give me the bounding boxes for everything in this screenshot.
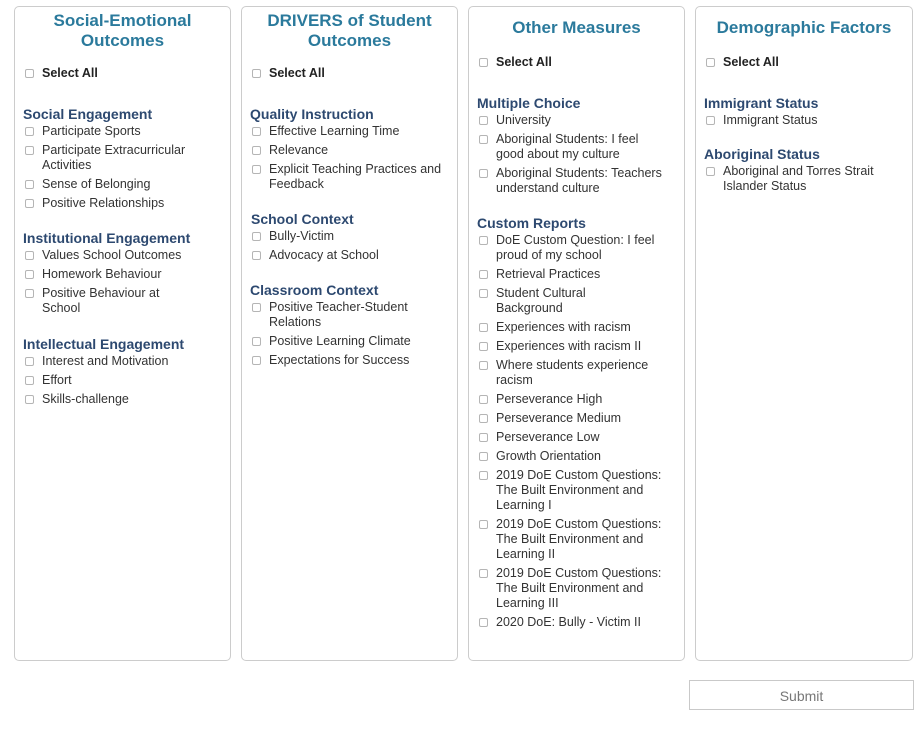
option-checkbox[interactable]: [25, 270, 34, 279]
select-all-label[interactable]: Select All: [42, 66, 98, 80]
option-label[interactable]: Experiences with racism: [496, 320, 631, 334]
option-label[interactable]: Aboriginal and Torres Strait Islander Status: [723, 164, 874, 193]
panel-other-measures: [468, 6, 685, 661]
option-label[interactable]: Perseverance High: [496, 392, 603, 406]
option-checkbox[interactable]: [479, 471, 488, 480]
panel-drivers-of-student-outcomes: [241, 6, 458, 661]
option-label[interactable]: Perseverance Medium: [496, 411, 622, 425]
select-all-row[interactable]: [479, 55, 684, 70]
section-title: Social Engagement: [23, 106, 153, 122]
option-item[interactable]: [479, 392, 671, 407]
option-item[interactable]: [25, 143, 205, 173]
option-checkbox[interactable]: [479, 569, 488, 578]
submit-button[interactable]: Submit: [689, 680, 914, 710]
select-all-row[interactable]: [25, 66, 230, 81]
option-checkbox[interactable]: [479, 169, 488, 178]
option-list: [25, 248, 230, 316]
option-checkbox[interactable]: [25, 127, 34, 136]
section-title: Aboriginal Status: [704, 146, 820, 162]
option-item[interactable]: [252, 124, 447, 139]
option-label[interactable]: Experiences with racism II: [496, 339, 642, 353]
section-title: Classroom Context: [250, 282, 379, 298]
option-label[interactable]: Expectations for Success: [269, 353, 410, 367]
option-label[interactable]: Participate Extracurricular Activities: [42, 143, 186, 172]
option-label[interactable]: Growth Orientation: [496, 449, 601, 463]
option-label[interactable]: Sense of Belonging: [42, 177, 151, 191]
section-title: Quality Instruction: [250, 106, 374, 122]
select-all-label[interactable]: Select All: [269, 66, 325, 80]
option-item[interactable]: [479, 132, 669, 162]
select-all-label[interactable]: Select All: [723, 55, 779, 69]
select-all-label[interactable]: Select All: [496, 55, 552, 69]
option-item[interactable]: [479, 286, 599, 316]
option-label[interactable]: Advocacy at School: [269, 248, 379, 262]
option-list: [25, 124, 230, 211]
option-checkbox[interactable]: [25, 251, 34, 260]
option-checkbox[interactable]: [479, 135, 488, 144]
option-label[interactable]: DoE Custom Question: I feel proud of my school: [496, 233, 655, 262]
option-item[interactable]: [479, 517, 673, 562]
select-all-checkbox[interactable]: [479, 58, 488, 67]
option-label[interactable]: Aboriginal Students: I feel good about my culture: [496, 132, 639, 161]
option-label[interactable]: Values School Outcomes: [42, 248, 182, 262]
option-label[interactable]: Aboriginal Students: Teachers understand culture: [496, 166, 662, 195]
option-list: [479, 233, 684, 630]
option-list: [252, 229, 457, 263]
option-label[interactable]: Positive Relationships: [42, 196, 165, 210]
option-list: [252, 124, 457, 192]
option-checkbox[interactable]: [252, 127, 261, 136]
option-checkbox[interactable]: [25, 146, 34, 155]
option-label[interactable]: 2020 DoE: Bully - Victim II: [496, 615, 641, 629]
option-label[interactable]: Relevance: [269, 143, 329, 157]
option-checkbox[interactable]: [706, 116, 715, 125]
option-label[interactable]: 2019 DoE Custom Questions: The Built Environment and Learning I: [496, 468, 662, 512]
option-list: [706, 164, 912, 194]
option-item[interactable]: [25, 248, 185, 263]
option-checkbox[interactable]: [479, 342, 488, 351]
option-checkbox[interactable]: [479, 414, 488, 423]
panel-title: [15, 7, 230, 51]
option-checkbox[interactable]: [479, 270, 488, 279]
option-list: [25, 354, 230, 407]
option-checkbox[interactable]: [479, 452, 488, 461]
option-checkbox[interactable]: [25, 376, 34, 385]
option-item[interactable]: [706, 113, 901, 128]
option-item[interactable]: [479, 233, 671, 263]
option-label[interactable]: Positive Teacher-Student Relations: [269, 300, 408, 329]
panel-title: [242, 7, 457, 51]
option-label[interactable]: Skills-challenge: [42, 392, 129, 406]
panel-title-line: Demographic Factors: [716, 18, 892, 37]
option-label[interactable]: Immigrant Status: [723, 113, 818, 127]
option-label[interactable]: 2019 DoE Custom Questions: The Built Environment and Learning III: [496, 566, 662, 610]
option-item[interactable]: [479, 267, 671, 282]
option-item[interactable]: [252, 334, 447, 349]
option-checkbox[interactable]: [479, 433, 488, 442]
option-item[interactable]: [706, 164, 901, 194]
section-title: Custom Reports: [477, 215, 586, 231]
option-item[interactable]: [479, 468, 673, 513]
option-item[interactable]: [252, 143, 447, 158]
option-item[interactable]: [252, 353, 447, 368]
panel-title: [696, 7, 912, 38]
panel-demographic-factors: [695, 6, 913, 661]
option-item[interactable]: [479, 411, 671, 426]
select-all-row[interactable]: [252, 66, 457, 81]
option-list: [252, 300, 457, 368]
option-item[interactable]: [25, 124, 205, 139]
panel-title-line: DRIVERS of Student: [267, 11, 432, 30]
option-label[interactable]: Homework Behaviour: [42, 267, 162, 281]
option-item[interactable]: [252, 248, 447, 263]
option-label[interactable]: Where students experience racism: [496, 358, 649, 387]
option-label[interactable]: Positive Behaviour at School: [42, 286, 160, 315]
option-item[interactable]: [25, 354, 205, 369]
option-checkbox[interactable]: [252, 303, 261, 312]
option-label[interactable]: Participate Sports: [42, 124, 141, 138]
option-label[interactable]: 2019 DoE Custom Questions: The Built Environment and Learning II: [496, 517, 662, 561]
option-checkbox[interactable]: [479, 289, 488, 298]
option-item[interactable]: [252, 229, 447, 244]
option-label[interactable]: Bully-Victim: [269, 229, 335, 243]
option-checkbox[interactable]: [25, 357, 34, 366]
option-item[interactable]: [25, 392, 205, 407]
option-checkbox[interactable]: [479, 520, 488, 529]
option-checkbox[interactable]: [479, 236, 488, 245]
option-checkbox[interactable]: [252, 146, 261, 155]
select-all-checkbox[interactable]: [706, 58, 715, 67]
option-label[interactable]: Retrieval Practices: [496, 267, 601, 281]
option-checkbox[interactable]: [479, 361, 488, 370]
section-title: Multiple Choice: [477, 95, 581, 111]
option-checkbox[interactable]: [479, 116, 488, 125]
option-checkbox[interactable]: [25, 289, 34, 298]
option-label[interactable]: Effort: [42, 373, 72, 387]
option-item[interactable]: [479, 339, 671, 354]
section-title: Intellectual Engagement: [23, 336, 185, 352]
select-all-row[interactable]: [706, 55, 912, 70]
option-label[interactable]: Student Cultural Background: [496, 286, 586, 315]
option-item[interactable]: [479, 358, 671, 388]
option-checkbox[interactable]: [252, 251, 261, 260]
panel-social-emotional-outcomes: [14, 6, 231, 661]
option-list: [479, 113, 684, 196]
select-all-checkbox[interactable]: [252, 69, 261, 78]
option-item[interactable]: [479, 166, 669, 196]
panel-title-line: Other Measures: [512, 18, 641, 37]
section-title: School Context: [251, 211, 354, 227]
option-checkbox[interactable]: [25, 180, 34, 189]
option-list: [706, 113, 912, 128]
option-checkbox[interactable]: [252, 165, 261, 174]
panel-title: [469, 7, 684, 38]
option-label[interactable]: Interest and Motivation: [42, 354, 169, 368]
option-checkbox[interactable]: [706, 167, 715, 176]
option-label[interactable]: Positive Learning Climate: [269, 334, 411, 348]
option-item[interactable]: [479, 320, 671, 335]
option-checkbox[interactable]: [479, 323, 488, 332]
section-title: Immigrant Status: [704, 95, 819, 111]
panel-title-line: Outcomes: [80, 31, 165, 50]
option-checkbox[interactable]: [252, 337, 261, 346]
option-item[interactable]: [479, 430, 671, 445]
option-checkbox[interactable]: [479, 618, 488, 627]
option-label[interactable]: University: [496, 113, 551, 127]
option-item[interactable]: [25, 267, 185, 282]
option-label[interactable]: Effective Learning Time: [269, 124, 400, 138]
section-title: Institutional Engagement: [23, 230, 191, 246]
option-item[interactable]: [479, 615, 673, 630]
option-checkbox[interactable]: [479, 395, 488, 404]
option-checkbox[interactable]: [25, 395, 34, 404]
option-checkbox[interactable]: [252, 232, 261, 241]
option-item[interactable]: [252, 300, 422, 330]
option-item[interactable]: [479, 449, 671, 464]
panel-title-line: Outcomes: [307, 31, 392, 50]
option-item[interactable]: [479, 566, 666, 611]
option-item[interactable]: [25, 196, 205, 211]
option-item[interactable]: [479, 113, 669, 128]
select-all-checkbox[interactable]: [25, 69, 34, 78]
option-checkbox[interactable]: [25, 199, 34, 208]
option-item[interactable]: [25, 177, 205, 192]
option-item[interactable]: [25, 286, 185, 316]
option-item[interactable]: [252, 162, 447, 192]
panel-title-line: Social-Emotional: [53, 11, 192, 30]
option-label[interactable]: Perseverance Low: [496, 430, 600, 444]
option-item[interactable]: [25, 373, 205, 388]
option-label[interactable]: Explicit Teaching Practices and Feedback: [269, 162, 442, 191]
option-checkbox[interactable]: [252, 356, 261, 365]
